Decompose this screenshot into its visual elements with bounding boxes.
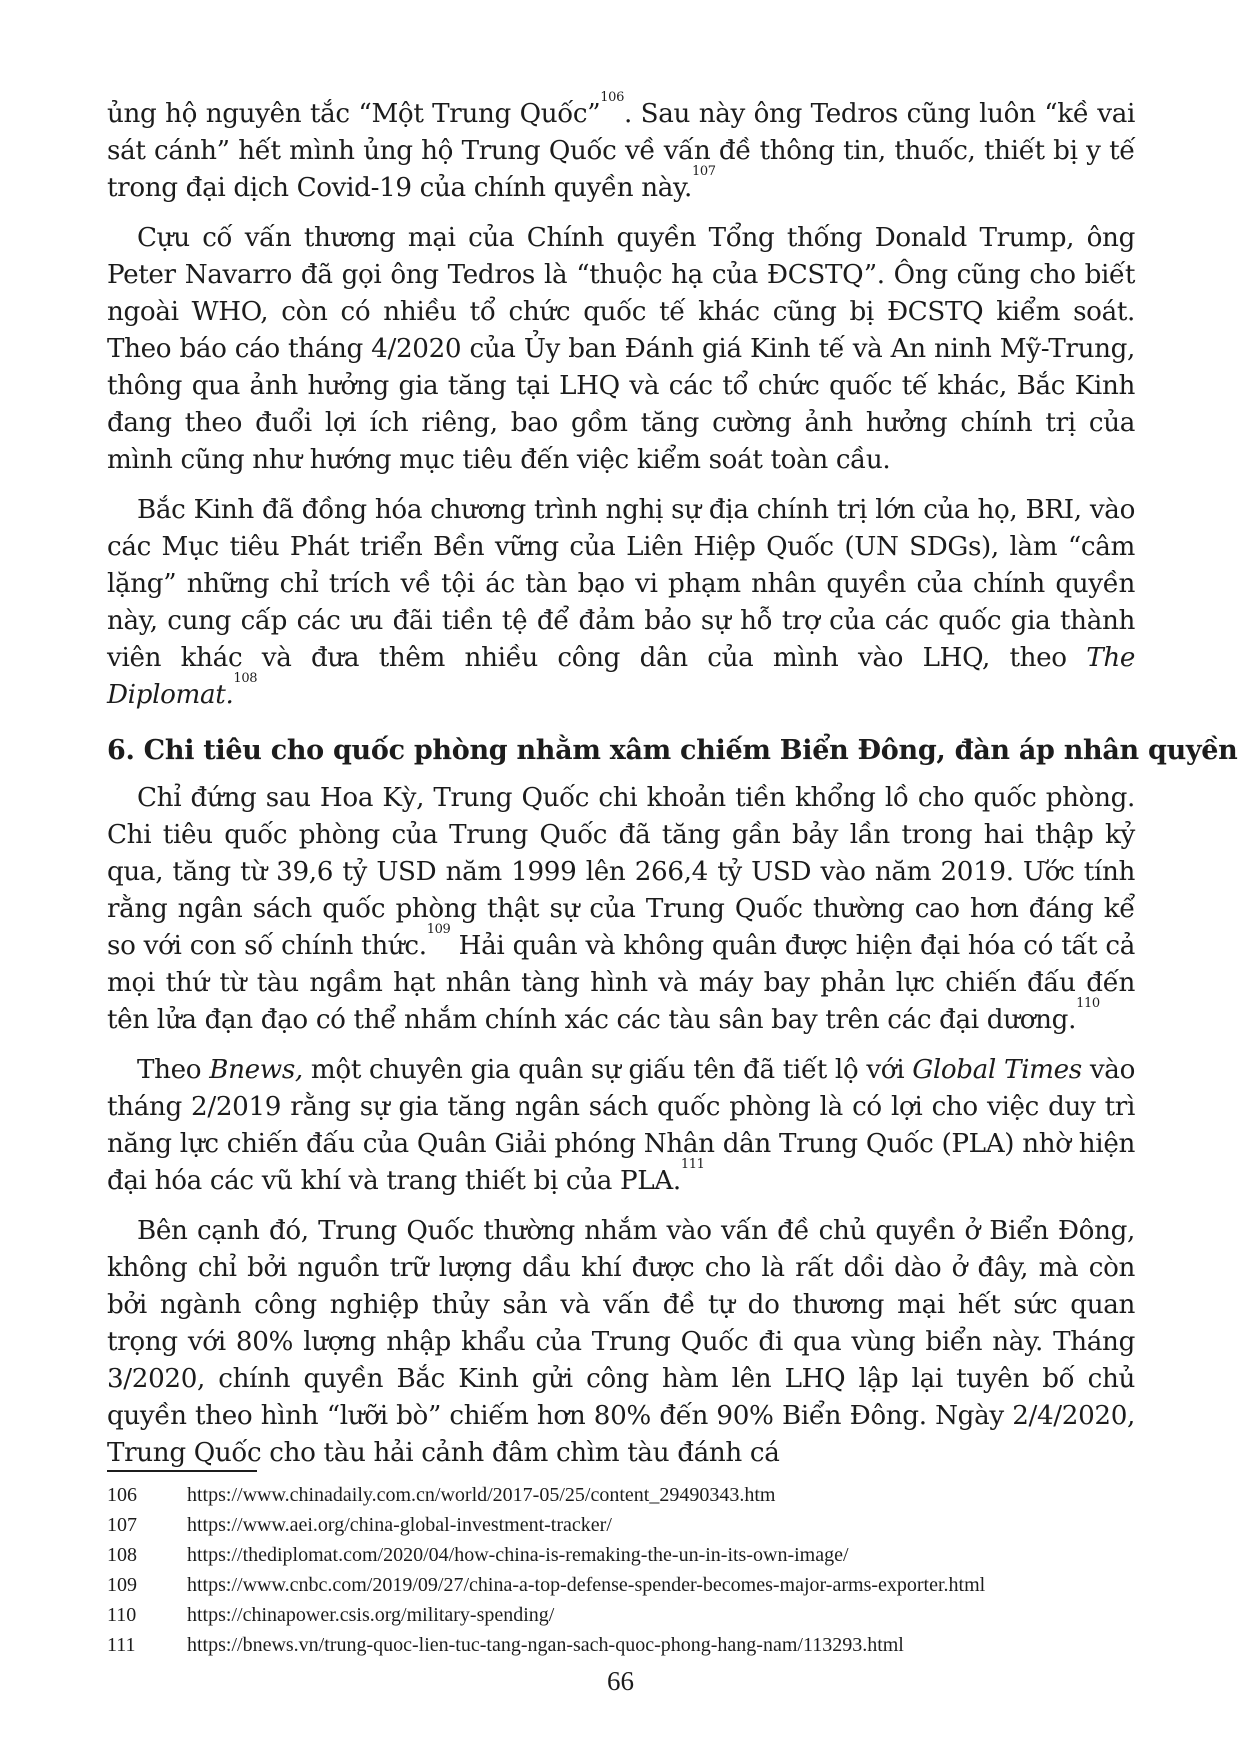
footnote-link[interactable]: https://www.cnbc.com/2019/09/27/china-a-top-defense-spender-becomes-major-arms-exporter.html [187, 1574, 986, 1596]
paragraph-1-text-b: . Sau này ông Tedros cũng luôn “kề vai sát cánh” hết mình ủng hộ Trung Quốc về vấn đề thông tin, thuốc, thiết bị y tế trong đại dịch Covid-19 của chính quyền này. [107, 99, 1136, 203]
footnote-link[interactable]: https://www.chinadaily.com.cn/world/2017-05/25/content_29490343.htm [187, 1484, 776, 1506]
footnote-ref-109[interactable]: 109 [426, 922, 451, 937]
footnote-number: 111 [107, 1634, 136, 1656]
paragraph-3-text: Bắc Kinh đã đồng hóa chương trình nghị sự địa chính trị lớn của họ, BRI, vào các Mục tiêu Phát triển Bền vững của Liên Hiệp Quốc (UN SDGs), làm “câm lặng” những chỉ trích về tội ác tàn bạo vi phạm nhân quyền của chính quyền này, cung cấp các ưu đãi tiền tệ để đảm bảo sự hỗ trợ của các quốc gia thành viên khác và đưa thêm nhiều công dân của mình vào LHQ, theo [107, 495, 1135, 673]
paragraph-4-text-b: Hải quân và không quân được hiện đại hóa có tất cả mọi thứ từ tàu ngầm hạt nhân tàng hình và máy bay phản lực chiến đấu đến tên lửa đạn đạo có thể nhắm chính xác các tàu sân bay trên các đại dương. [107, 931, 1135, 1035]
footnote-ref-108[interactable]: 108 [233, 671, 258, 686]
paragraph-4 [107, 780, 1135, 1039]
footnote-ref-111[interactable]: 111 [680, 1157, 705, 1172]
section-heading: 6. Chi tiêu cho quốc phòng nhằm xâm chiếm Biển Đông, đàn áp nhân quyền [107, 735, 1238, 766]
footnote-item [107, 1600, 1135, 1630]
footnote-number: 109 [107, 1574, 137, 1596]
source-the-diplomat: The Diplomat. [107, 643, 1135, 710]
page-body [107, 90, 1238, 1485]
paragraph-5-text-a: Theo [137, 1055, 210, 1085]
footnote-item [107, 1630, 1135, 1660]
footnote-item [107, 1480, 1135, 1510]
paragraph-2: Cựu cố vấn thương mại của Chính quyền Tổng thống Donald Trump, ông Peter Navarro đã gọi ông Tedros là “thuộc hạ của ĐCSTQ”. Ông cũng cho biết ngoài WHO, còn có nhiều tổ chức quốc tế khác cũng bị ĐCSTQ kiểm soát. Theo báo cáo tháng 4/2020 của Ủy ban Đánh giá Kinh tế và An ninh Mỹ-Trung, thông qua ảnh hưởng gia tăng tại LHQ và các tổ chức quốc tế khác, Bắc Kinh đang theo đuổi lợi ích riêng, bao gồm tăng cường ảnh hưởng chính trị của mình cũng như hướng mục tiêu đến việc kiểm soát toàn cầu. [107, 223, 1135, 475]
paragraph-1 [107, 90, 1136, 207]
footnote-number: 107 [107, 1514, 137, 1536]
footnote-item [107, 1510, 1135, 1540]
footnote-ref-110[interactable]: 110 [1076, 996, 1100, 1011]
footnote-divider [107, 1470, 257, 1472]
paragraph-5-text-c: vào tháng 2/2019 rằng sự gia tăng ngân sách quốc phòng là có lợi cho việc duy trì năng lực chiến đấu của Quân Giải phóng Nhân dân Trung Quốc (PLA) nhờ hiện đại hóa các vũ khí và trang thiết bị của PLA. [107, 1055, 1135, 1196]
footnotes [107, 1480, 1135, 1660]
footnote-number: 110 [107, 1604, 137, 1626]
footnote-link[interactable]: https://thediplomat.com/2020/04/how-china-is-remaking-the-un-in-its-own-image/ [187, 1544, 849, 1566]
paragraph-1-text-a: ủng hộ nguyên tắc “Một Trung Quốc” [107, 99, 601, 129]
source-global-times: Global Times [912, 1055, 1082, 1085]
footnote-link[interactable]: https://chinapower.csis.org/military-spending/ [187, 1604, 555, 1626]
source-bnews: Bnews, [209, 1055, 303, 1085]
footnote-item [107, 1570, 1135, 1600]
paragraph-6: Bên cạnh đó, Trung Quốc thường nhắm vào vấn đề chủ quyền ở Biển Đông, không chỉ bởi nguồn trữ lượng dầu khí được cho là rất dồi dào ở đây, mà còn bởi ngành công nghiệp thủy sản và vấn đề tự do thương mại hết sức quan trọng với 80% lượng nhập khẩu của Trung Quốc đi qua vùng biển này. Tháng 3/2020, chính quyền Bắc Kinh gửi công hàm lên LHQ lập lại tuyên bố chủ quyền theo hình “lưỡi bò” chiếm hơn 80% đến 90% Biển Đông. Ngày 2/4/2020, Trung Quốc cho tàu hải cảnh đâm chìm tàu đánh cá [107, 1216, 1135, 1468]
footnote-link[interactable]: https://bnews.vn/trung-quoc-lien-tuc-tang-ngan-sach-quoc-phong-hang-nam/113293.html [187, 1634, 904, 1656]
page-number: 66 [607, 1666, 634, 1696]
footnote-link[interactable]: https://www.aei.org/china-global-investment-tracker/ [187, 1514, 612, 1536]
paragraph-5 [107, 1052, 1135, 1200]
footnote-ref-107[interactable]: 107 [691, 164, 716, 179]
footnote-item [107, 1540, 1135, 1570]
footnote-ref-106[interactable]: 106 [600, 90, 625, 105]
footnote-number: 108 [107, 1544, 137, 1566]
footnote-number: 106 [107, 1484, 137, 1506]
paragraph-3 [107, 492, 1135, 714]
paragraph-4-text-a: Chỉ đứng sau Hoa Kỳ, Trung Quốc chi khoản tiền khổng lồ cho quốc phòng. Chi tiêu quốc phòng của Trung Quốc đã tăng gần bảy lần trong hai thập kỷ qua, tăng từ 39,6 tỷ USD năm 1999 lên 266,4 tỷ USD vào năm 2019. Ước tính rằng ngân sách quốc phòng thật sự của Trung Quốc thường cao hơn đáng kể so với con số chính thức. [107, 783, 1135, 961]
paragraph-5-text-b: một chuyên gia quân sự giấu tên đã tiết lộ với [302, 1055, 913, 1085]
